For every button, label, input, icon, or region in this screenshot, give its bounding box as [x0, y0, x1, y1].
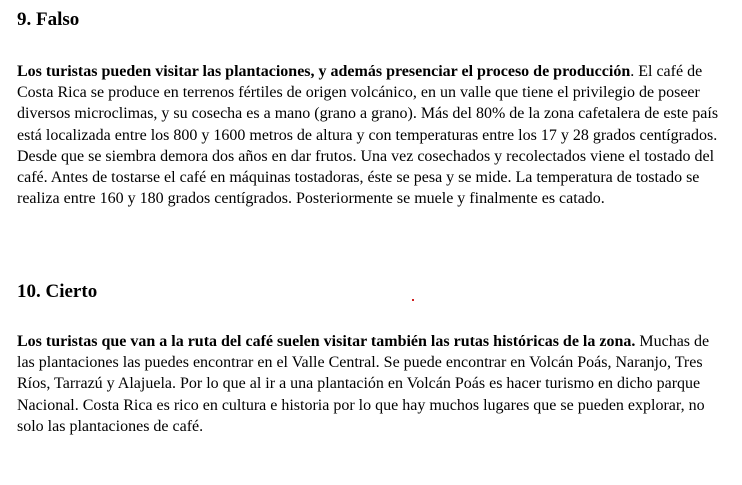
section-paragraph-9 — [17, 61, 729, 209]
section-heading-9: 9. Falso — [17, 9, 80, 30]
paragraph-body: Muchas de las plantaciones las puedes encontrar en el Valle Central. Se puede encontrar en Volcán Poás, Naranjo, Tres Ríos, Tarrazú y Alajuela. Por lo que al ir a una plantación en Volcán Poás es hacer turismo en dicho parque Nacional. Costa Rica es rico en cultura e historia por lo que hay muchos lugares que se pueden explorar, no solo las plantaciones de café. — [17, 333, 710, 435]
paragraph-body: . El café de Costa Rica se produce en terrenos fértiles de origen volcánico, en un valle que tiene el privilegio de poseer diversos microclimas, y su cosecha es a mano (grano a grano). Más del 80% de la zona cafetalera de este país está localizada entre los 800 y 1600 metros de altura y con temperaturas entre los 17 y 28 grados centígrados. Desde que se siembra demora dos años en dar frutos. Una vez cosechados y recolectados viene el tostado del café. Antes de tostarse el café en máquinas tostadoras, éste se pesa y se mide. La temperatura de tostado se realiza entre 160 y 180 grados centígrados. Posteriormente se muele y finalmente es catado. — [17, 63, 719, 208]
paragraph-lead-bold: Los turistas pueden visitar las plantaciones, y además presenciar el proceso de producción — [17, 63, 631, 80]
section-paragraph-10 — [17, 331, 729, 437]
stray-mark — [412, 299, 414, 301]
section-heading-10: 10. Cierto — [17, 281, 98, 302]
paragraph-lead-bold: Los turistas que van a la ruta del café suelen visitar también las rutas históricas de la zona. — [17, 333, 636, 350]
